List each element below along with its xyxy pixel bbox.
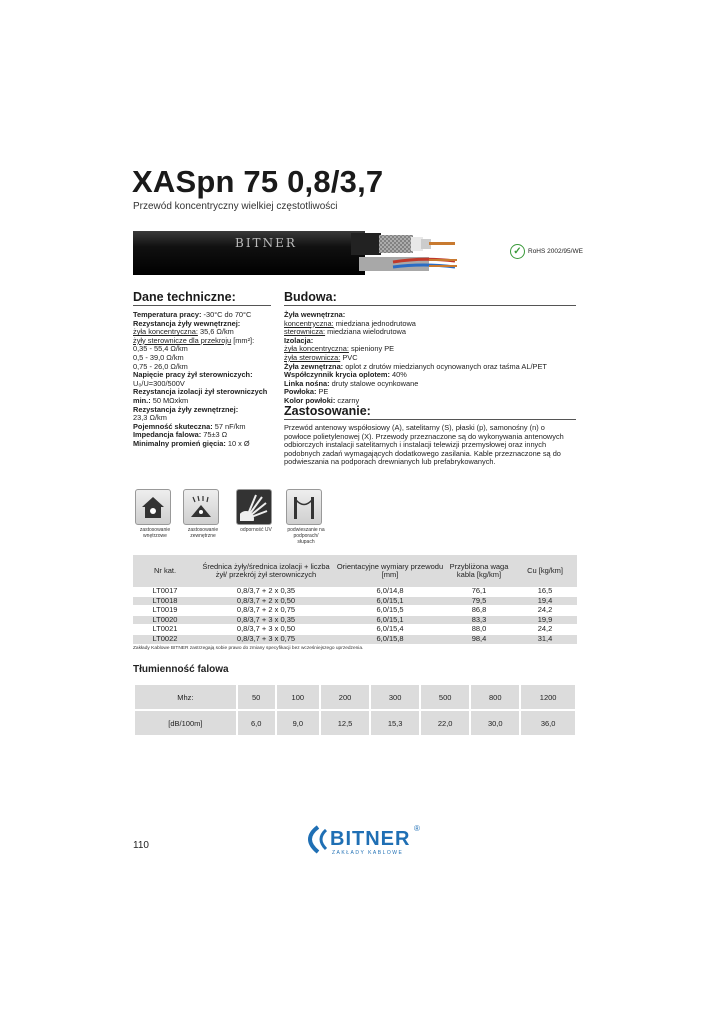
line-value: 75±3 Ω xyxy=(201,430,228,440)
line-value: miedziana jednodrutowa xyxy=(333,318,416,328)
logo-text: BITNER xyxy=(330,828,411,850)
budowa-lines xyxy=(284,311,576,406)
spec-table xyxy=(133,555,577,645)
budowa-line xyxy=(284,328,576,337)
table-cell: 79,5 xyxy=(445,596,513,606)
dane-divider xyxy=(133,305,271,306)
uv-sun-icon xyxy=(240,493,268,521)
table-cell: 6,0/15,1 xyxy=(335,615,445,625)
indoor-house-icon xyxy=(139,493,167,521)
icon-caption: zastosowanie wnętrzowe xyxy=(139,527,171,539)
attenuation-cell: 30,0 xyxy=(470,710,520,736)
line-value: 40% xyxy=(389,370,407,380)
line-label: Żyła zewnętrzna: xyxy=(284,361,344,371)
table-cell: 6,0/14,8 xyxy=(335,587,445,596)
line-label: Współczynnik krycia oplotem: xyxy=(284,370,390,380)
table-row xyxy=(133,625,577,635)
attenuation-table xyxy=(133,683,577,737)
line-value: 35,6 Ω/km xyxy=(197,327,234,337)
line-label: koncentryczna: xyxy=(284,318,334,328)
attenuation-cell: 6,0 xyxy=(237,710,276,736)
cable-illustration xyxy=(133,229,463,277)
icon-caption: podwieszanie na podporach/ słupach xyxy=(287,527,325,545)
line-value: 0,5 - 39,0 Ω/km xyxy=(133,352,184,362)
line-value: 10 x Ø xyxy=(225,438,250,448)
frequency-cell: 1200 xyxy=(520,684,576,710)
table-cell: 88,0 xyxy=(445,625,513,635)
attenuation-cell: 9,0 xyxy=(276,710,320,736)
col-wymiary: Orientacyjne wymiary przewodu [mm] xyxy=(335,555,445,587)
bitner-logo xyxy=(296,821,436,857)
line-value: PE xyxy=(316,387,329,397)
page-number: 110 xyxy=(133,840,149,851)
line-value: 50 MΩxkm xyxy=(150,395,189,405)
table-cell: 0,8/3,7 + 2 x 0,35 xyxy=(197,587,335,596)
table-cell: 19,4 xyxy=(513,596,577,606)
product-title: XASpn 75 0,8/3,7 xyxy=(132,164,384,199)
line-label: Temperatura pracy: xyxy=(133,310,202,319)
freq-label: Mhz: xyxy=(134,684,237,710)
line-value: 0,35 - 55,4 Ω/km xyxy=(133,344,188,354)
line-label: Rezystancja żyły wewnętrznej: xyxy=(133,318,241,328)
frequency-cell: 500 xyxy=(420,684,470,710)
table-cell: 98,4 xyxy=(445,634,513,644)
table-cell: 24,2 xyxy=(513,625,577,635)
line-label: Linka nośna: xyxy=(284,378,330,388)
attenuation-label: [dB/100m] xyxy=(134,710,237,736)
attenuation-cell: 12,5 xyxy=(320,710,370,736)
table-cell: 19,9 xyxy=(513,615,577,625)
line-value: 0,75 - 26,0 Ω/km xyxy=(133,361,188,371)
zastosowanie-heading: Zastosowanie: xyxy=(284,404,371,418)
frequency-cell: 50 xyxy=(237,684,276,710)
table-cell: 6,0/15,8 xyxy=(335,634,445,644)
line-label: Powłoka: xyxy=(284,387,317,397)
zastosowanie-text: Przewód antenowy współosiowy (A), satelitarny (S), płaski (p), samonośny (n) o powłoce polietylenowej (X). Przewody przeznaczone są do wykonywania antenowych odbiorczych instalacji satelitarnych i instalacji telewizji przemysłowej oraz innych podobnych zadań wymagających dodatkowego zasilania. Kable przeznaczone są do podwieszania na podporach drewnianych lub prefabrykowanych. xyxy=(284,423,564,467)
budowa-divider xyxy=(284,305,576,306)
line-label: Rezystancja żyły zewnętrznej: xyxy=(133,404,239,414)
line-label: żyły sterownicze dla przekroju xyxy=(133,335,232,345)
col-cu: Cu [kg/km] xyxy=(513,555,577,587)
table-cell: 6,0/15,5 xyxy=(335,606,445,616)
line-value: U₀/U=300/500V xyxy=(133,378,185,388)
line-value: PVC xyxy=(340,352,358,362)
table-cell: 16,5 xyxy=(513,587,577,596)
line-value: druty stalowe ocynkowane xyxy=(329,378,419,388)
rohs-badge xyxy=(510,244,583,259)
table-cell: 0,8/3,7 + 3 x 0,50 xyxy=(197,625,335,635)
check-icon: ✓ xyxy=(510,244,525,259)
table-row xyxy=(133,615,577,625)
line-value: spieniony PE xyxy=(348,344,395,354)
table-row xyxy=(133,596,577,606)
atten-heading: Tłumienność falowa xyxy=(133,664,229,675)
table-cell: 83,3 xyxy=(445,615,513,625)
col-nr-kat: Nr kat. xyxy=(133,555,197,587)
line-label: żyła koncentryczna: xyxy=(284,344,349,354)
dane-heading: Dane techniczne: xyxy=(133,290,236,304)
cable-print-text: BITNER xyxy=(235,236,297,250)
line-value: 57 nF/km xyxy=(212,421,246,431)
attenuation-cell: 22,0 xyxy=(420,710,470,736)
line-label: Kolor powłoki: xyxy=(284,395,336,405)
dane-line xyxy=(133,440,278,449)
outdoor-weather-icon xyxy=(187,493,215,521)
col-srednica: Średnica żyły/średnica izolacji + liczba żył/ przekrój żył sterowniczych xyxy=(197,555,335,587)
table-row xyxy=(133,606,577,616)
frequency-cell: 800 xyxy=(470,684,520,710)
table-cell: 0,8/3,7 + 2 x 0,75 xyxy=(197,606,335,616)
table-cell: 6,0/15,4 xyxy=(335,625,445,635)
frequency-row xyxy=(134,684,576,710)
logo-registered-mark: ® xyxy=(414,824,420,833)
line-value: -30°C do 70°C xyxy=(201,310,252,319)
table-cell: 76,1 xyxy=(445,587,513,596)
rohs-label: RoHS 2002/95/WE xyxy=(528,248,583,255)
line-value: [mm²]: xyxy=(231,335,255,345)
line-label: sterownicza: xyxy=(284,327,326,337)
col-waga: Przybliżona waga kabla [kg/km] xyxy=(445,555,513,587)
dane-lines xyxy=(133,311,278,449)
table-cell: LT0022 xyxy=(133,634,197,644)
icon-uv xyxy=(236,489,276,533)
icon-suspension xyxy=(286,489,326,545)
line-value: 23,3 Ω/km xyxy=(133,413,167,423)
line-label: Impedancja falowa: xyxy=(133,430,202,440)
frequency-cell: 200 xyxy=(320,684,370,710)
table-cell: LT0020 xyxy=(133,615,197,625)
logo-subtitle: ZAKŁADY KABLOWE xyxy=(332,850,404,856)
table-cell: LT0018 xyxy=(133,596,197,606)
frequency-cell: 300 xyxy=(370,684,420,710)
line-value: czarny xyxy=(335,395,360,405)
attenuation-cell: 15,3 xyxy=(370,710,420,736)
table-cell: LT0019 xyxy=(133,606,197,616)
attenuation-row xyxy=(134,710,576,736)
table-cell: LT0021 xyxy=(133,625,197,635)
table-cell: 31,4 xyxy=(513,634,577,644)
table-cell: 0,8/3,7 + 3 x 0,35 xyxy=(197,615,335,625)
line-label: Rezystancja izolacji żył sterowniczych xyxy=(133,387,268,397)
attenuation-cell: 36,0 xyxy=(520,710,576,736)
zastosowanie-divider xyxy=(284,419,576,420)
line-label: Pojemność skuteczna: xyxy=(133,421,213,431)
line-label: Minimalny promień gięcia: xyxy=(133,438,226,448)
line-label: Żyła wewnętrzna: xyxy=(284,310,346,319)
product-subtitle: Przewód koncentryczny wielkiej częstotliwości xyxy=(133,201,338,212)
table-cell: 0,8/3,7 + 3 x 0,75 xyxy=(197,634,335,644)
line-label: min.: xyxy=(133,395,151,405)
icon-caption: odporność UV xyxy=(240,527,272,533)
line-label: żyła sterownicza: xyxy=(284,352,341,362)
line-label: żyła koncentryczna: xyxy=(133,327,198,337)
budowa-heading: Budowa: xyxy=(284,290,337,304)
disclaimer-note: Zakłady Kablowe BITNER zastrzegają sobie prawo do zmiany specyfikacji bez wcześniejszego uprzedzenia. xyxy=(133,646,364,651)
line-value: oplot z drutów miedzianych ocynowanych oraz taśma AL/PET xyxy=(343,361,547,371)
table-cell: LT0017 xyxy=(133,587,197,596)
table-row xyxy=(133,634,577,644)
icon-indoor xyxy=(135,489,175,539)
table-cell: 6,0/15,1 xyxy=(335,596,445,606)
frequency-cell: 100 xyxy=(276,684,320,710)
table-cell: 0,8/3,7 + 2 x 0,50 xyxy=(197,596,335,606)
icon-outdoor xyxy=(183,489,223,539)
table-cell: 24,2 xyxy=(513,606,577,616)
line-value: miedziana wielodrutowa xyxy=(325,327,407,337)
table-row xyxy=(133,587,577,596)
suspension-pole-icon xyxy=(290,493,318,521)
table-cell: 86,8 xyxy=(445,606,513,616)
line-label: Izolacja: xyxy=(284,335,314,345)
icon-caption: zastosowanie zewnętrzne xyxy=(187,527,219,539)
line-label: Napięcie pracy żył sterowniczych: xyxy=(133,370,253,380)
